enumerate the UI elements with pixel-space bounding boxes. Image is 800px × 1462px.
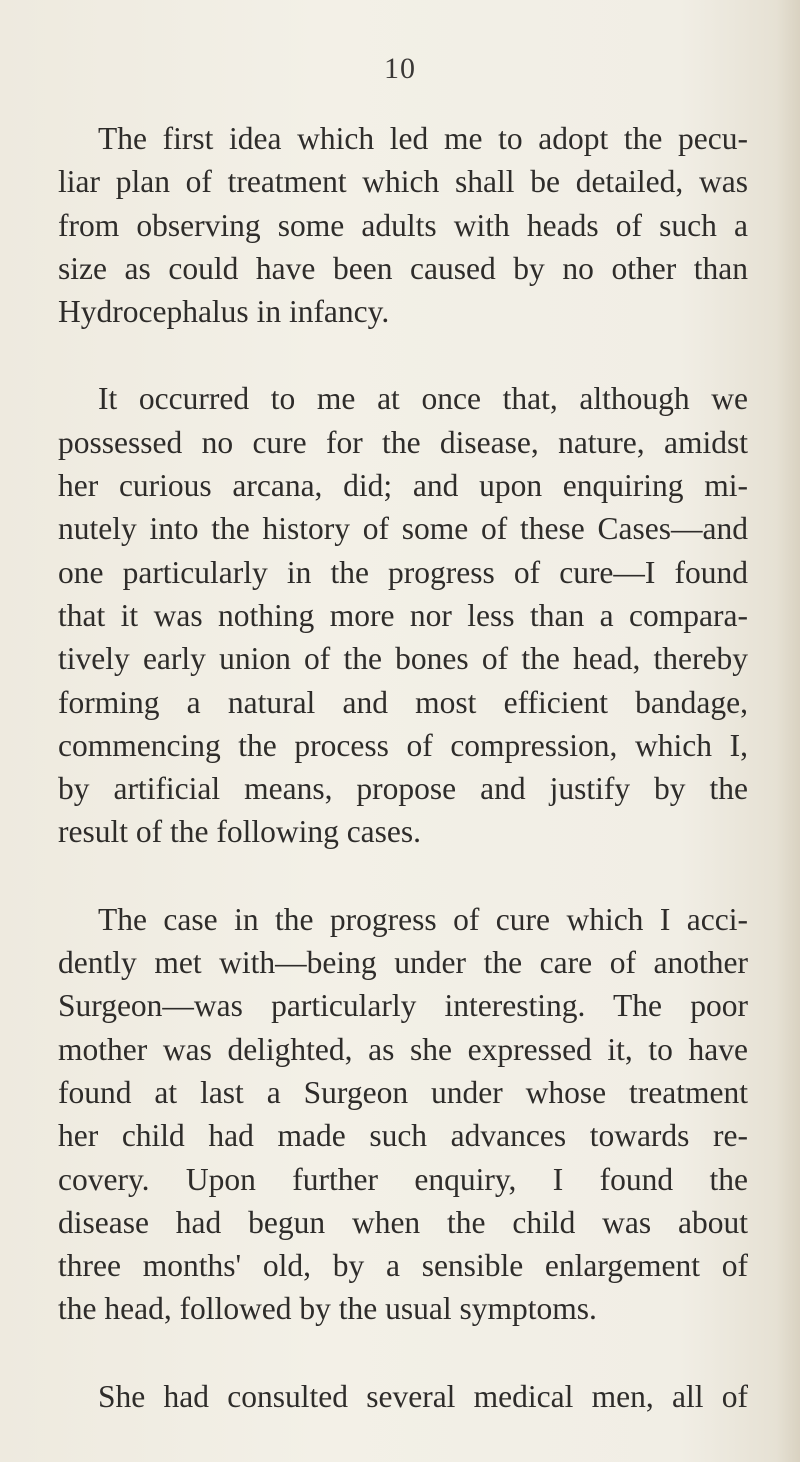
text-line: liar plan of treatment which shall be detailed, was [58,164,748,200]
text-line: tively early union of the bones of the head, thereby [58,641,748,677]
page-number: 10 [384,52,416,85]
text-line: The case in the progress of cure which I acci- [98,901,748,937]
text-line: by artificial means, propose and justify by the [58,771,748,807]
text-line: commencing the process of compression, which I, [58,727,748,763]
text-line: Hydrocephalus in infancy. [58,294,390,330]
text-line: It occurred to me at once that, although we [98,381,748,417]
text-line: three months' old, by a sensible enlargement of [58,1248,748,1284]
paragraph-3 [58,898,748,1331]
text-line: covery. Upon further enquiry, I found the [58,1161,748,1197]
paragraph-4 [58,1375,748,1418]
paragraph-gap [58,854,748,898]
text-line: disease had begun when the child was about [58,1204,748,1240]
text-line: from observing some adults with heads of such a [58,207,748,243]
text-line: mother was delighted, as she expressed it, to have [58,1031,748,1067]
paragraph-gap [58,333,748,377]
text-line: her curious arcana, did; and upon enquiring mi- [58,468,748,504]
text-line: size as could have been caused by no other than [58,250,748,286]
text-line: Surgeon—was particularly interesting. The poor [58,988,748,1024]
text-line: that it was nothing more nor less than a compara- [58,597,748,633]
text-line: her child had made such advances towards re- [58,1118,748,1154]
text-line: forming a natural and most efficient bandage, [58,684,748,720]
paragraph-gap [58,1331,748,1375]
body-text [58,117,748,1418]
text-line: The first idea which led me to adopt the pecu- [98,121,748,156]
text-line: one particularly in the progress of cure—I found [58,554,748,590]
text-line: dently met with—being under the care of another [58,945,748,981]
text-line: nutely into the history of some of these Cases—and [58,511,748,547]
paragraph-1 [58,117,748,333]
paragraph-2 [58,377,748,853]
text-line: result of the following cases. [58,814,422,850]
text-line: She had consulted several medical men, all of [98,1378,748,1414]
text-line: possessed no cure for the disease, nature, amidst [58,424,748,460]
text-line: the head, followed by the usual symptoms. [58,1291,597,1327]
text-line: found at last a Surgeon under whose treatment [58,1074,748,1110]
